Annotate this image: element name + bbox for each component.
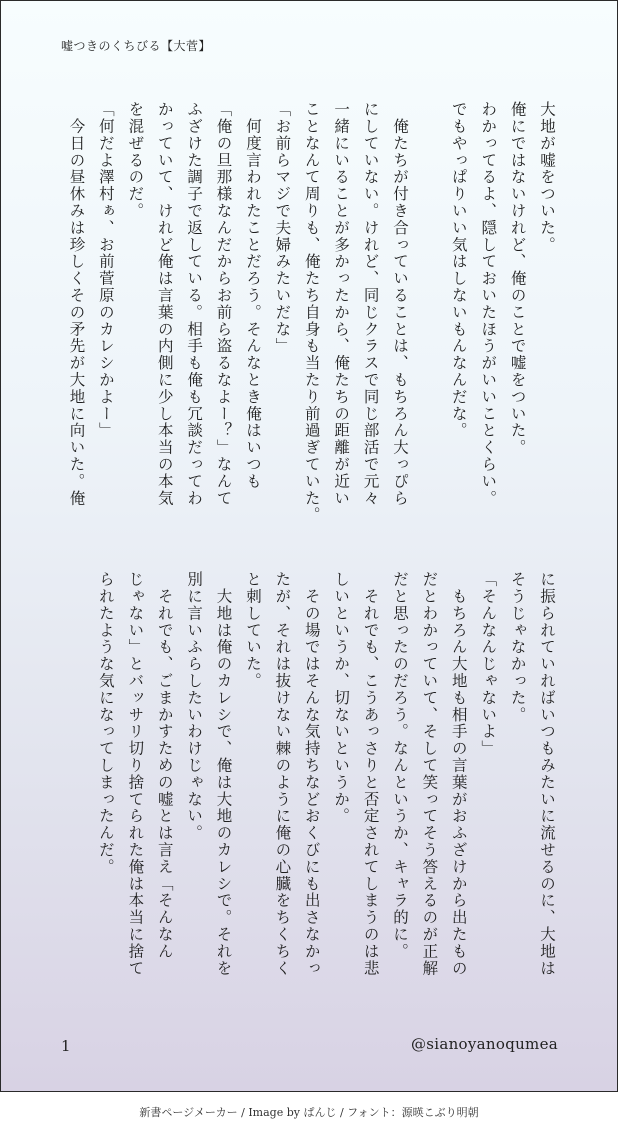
text-line: 大地は俺のカレシで、俺は大地のカレシで。それを bbox=[214, 571, 233, 977]
page-title: 嘘つきのくちびる【大菅】 bbox=[61, 39, 212, 53]
text-line: もちろん大地も相手の言葉がおふざけから出たもの bbox=[449, 571, 468, 977]
text-line: 「そんなんじゃないよ」 bbox=[479, 571, 498, 757]
text-line: 一緒にいることが多かったから、俺たちの距離が近い bbox=[332, 101, 351, 507]
text-line: 俺にではないけれど、俺のことで嘘をついた。 bbox=[508, 101, 527, 456]
text-line: 大地が嘘をついた。 bbox=[538, 101, 556, 254]
text-line: わかってるよ、隠しておいたほうがいいことくらい。 bbox=[479, 101, 498, 507]
text-line: 俺たちが付き合っていることは、もちろん大っぴら bbox=[390, 101, 409, 507]
text-line: 「何だよ澤村ぁ、お前菅原のカレシかよー」 bbox=[96, 101, 115, 439]
text-line: その場ではそんな気持ちなどおくびにも出さなかっ bbox=[302, 571, 321, 977]
text-line: 何度言われたことだろう。そんなとき俺はいつも bbox=[243, 101, 262, 490]
text-line: それでも、ごまかすための嘘とは言え「そんなん bbox=[155, 571, 174, 960]
text-line: に振られていればいつもみたいに流せるのに、大地は bbox=[538, 571, 556, 977]
text-line: 別に言いふらしたいわけじゃない。 bbox=[185, 571, 204, 842]
text-line: じゃない」とバッサリ切り捨てられた俺は本当に捨て bbox=[126, 571, 145, 977]
text-line: でもやっぱりいい気はしないもんなんだな。 bbox=[449, 101, 468, 439]
text-line: かっていて、けれど俺は言葉の内側に少し本当の本気 bbox=[155, 101, 174, 507]
text-line: 今日の昼休みは珍しくその矛先が大地に向いた。俺 bbox=[67, 101, 86, 507]
text-line: そうじゃなかった。 bbox=[508, 571, 527, 724]
text-line: しいというか、切ないというか。 bbox=[332, 571, 351, 825]
text-line: たが、それは抜けない棘のように俺の心臓をちくちく bbox=[273, 571, 292, 977]
text-line: を混ぜるのだ。 bbox=[126, 101, 145, 220]
text-line: られたような気になってしまったんだ。 bbox=[96, 571, 115, 876]
text-line: 「俺の旦那様なんだからお前ら盗るなよー？」なんて bbox=[214, 101, 233, 507]
text-line: ふざけた調子で返している。相手も俺も冗談だってわ bbox=[185, 101, 204, 507]
author-handle: @sianoyanoqumea bbox=[410, 1035, 558, 1053]
text-line: だとわかっていて、そして笑ってそう答えるのが正解 bbox=[420, 571, 439, 977]
text-line: だと思ったのだろう。なんというか、キャラ的に。 bbox=[390, 571, 409, 960]
blank-line bbox=[414, 101, 443, 527]
page-number: 1 bbox=[61, 1037, 71, 1055]
text-line: 「お前らマジで夫婦みたいだな」 bbox=[273, 101, 292, 355]
text-block-upper bbox=[61, 101, 561, 527]
text-line: と刺していた。 bbox=[243, 571, 262, 690]
text-line: ことなんて周りも、俺たち自身も当たり前過ぎていた。 bbox=[302, 101, 321, 524]
text-line: にしていない。けれど、同じクラスで同じ部活で元々 bbox=[361, 101, 380, 507]
text-block-lower bbox=[91, 571, 562, 1001]
credit-line: 新書ページメーカー / Image by ぱんじ / フォント：源暎こぶり明朝 bbox=[139, 1106, 479, 1119]
text-line: それでも、こうあっさりと否定されてしまうのは悲 bbox=[361, 571, 380, 977]
